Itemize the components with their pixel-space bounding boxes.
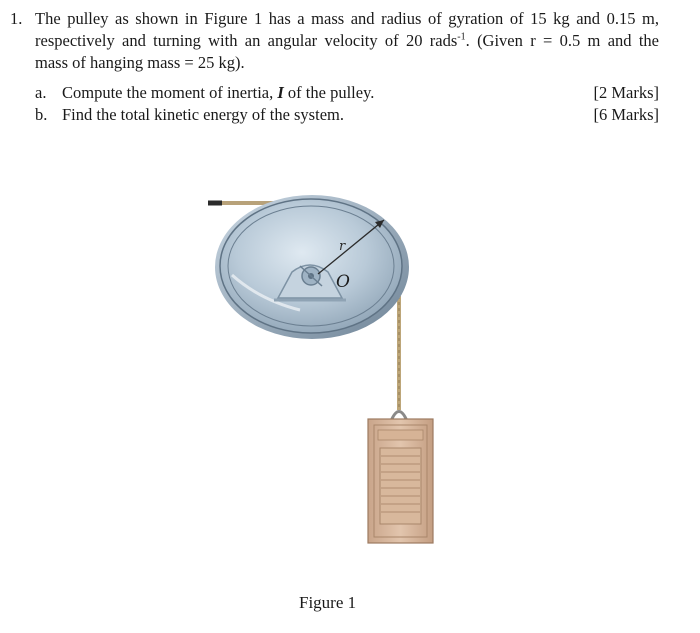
- part-a-text-start: Compute the moment of inertia,: [62, 83, 278, 102]
- question-line-3: mass of hanging mass = 25 kg).: [35, 53, 245, 72]
- question-number: 1.: [10, 9, 23, 28]
- part-a-text-end: of the pulley.: [283, 83, 375, 102]
- part-b-text: Find the total kinetic energy of the system.: [62, 105, 344, 124]
- figure-caption: Figure 1: [299, 593, 357, 612]
- unit-exponent: -1: [457, 31, 466, 43]
- question-line-2-end: . (Given r = 0.5 m and the: [465, 31, 659, 50]
- center-label: O: [336, 272, 350, 292]
- radius-label: r: [339, 239, 346, 254]
- part-a-label: a.: [35, 83, 47, 102]
- part-b-marks: [6 Marks]: [593, 105, 659, 124]
- question-line-2-start: respectively and turning with an angular velocity of 20 rads: [35, 31, 458, 50]
- part-b-label: b.: [35, 105, 48, 124]
- question-line-1: The pulley as shown in Figure 1 has a mass and radius of gyration of 15 kg and 0.15 m,: [35, 9, 659, 28]
- hanging-crate: [368, 419, 433, 543]
- inertia-symbol: I: [277, 83, 284, 102]
- part-a-marks: [2 Marks]: [593, 83, 659, 102]
